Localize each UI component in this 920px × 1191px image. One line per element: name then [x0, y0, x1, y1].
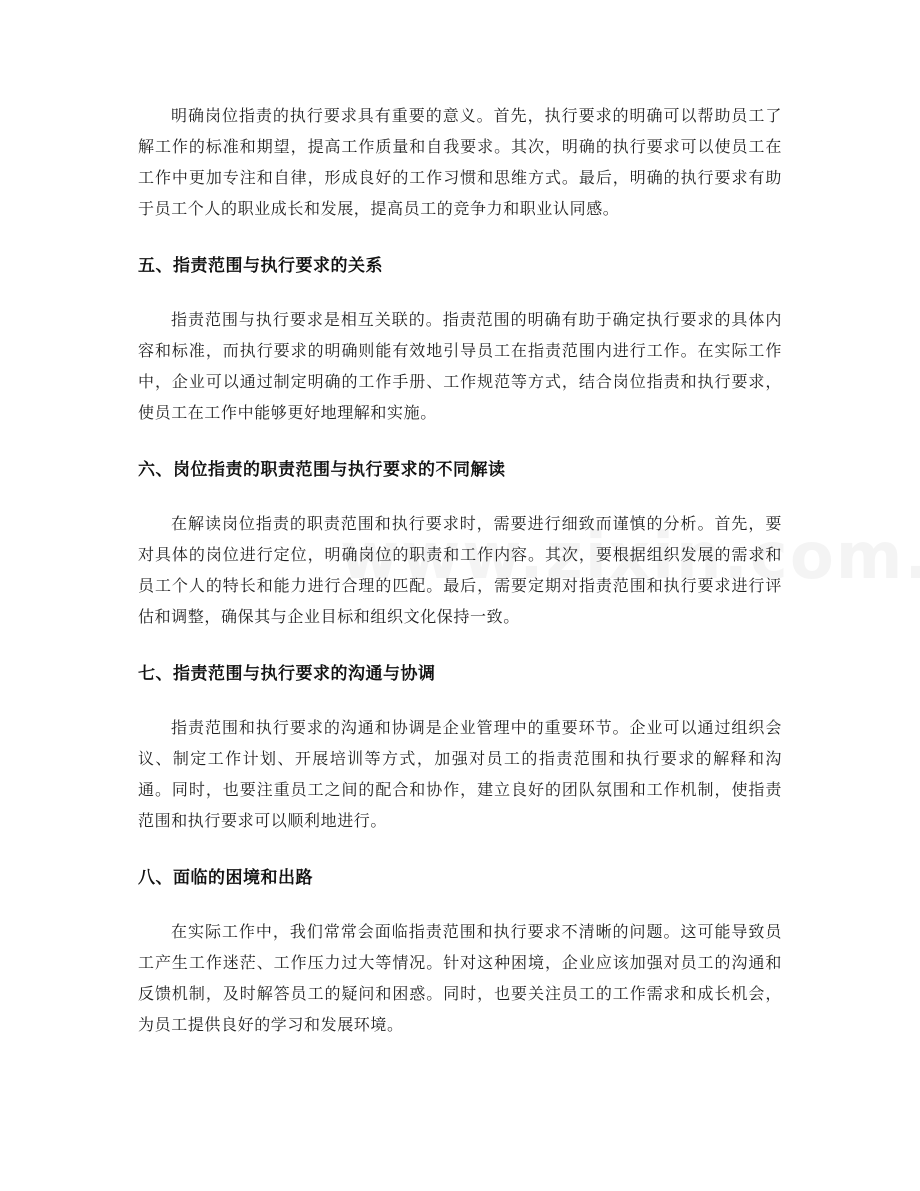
- section-heading: 八、面临的困境和出路: [138, 868, 313, 888]
- section-paragraph: 在解读岗位指责的职责范围和执行要求时，需要进行细致而谨慎的分析。首先，要对具体的岗位进行定位，明确岗位的职责和工作内容。其次，要根据组织发展的需求和员工个人的特长和能力进行合理的匹配。最后，需要定期对指责范围和执行要求进行评估和调整，确保其与企业目标和组织文化保持一致。: [138, 514, 782, 626]
- document-body: [138, 100, 782, 1040]
- intro-paragraph: 明确岗位指责的执行要求具有重要的意义。首先，执行要求的明确可以帮助员工了解工作的标准和期望，提高工作质量和自我要求。其次，明确的执行要求可以使员工在工作中更加专注和自律，形成良好的工作习惯和思维方式。最后，明确的执行要求有助于员工个人的职业成长和发展，提高员工的竞争力和职业认同感。: [138, 106, 782, 218]
- section-paragraph: 指责范围与执行要求是相互关联的。指责范围的明确有助于确定执行要求的具体内容和标准，而执行要求的明确则能有效地引导员工在指责范围内进行工作。在实际工作中，企业可以通过制定明确的工作手册、工作规范等方式，结合岗位指责和执行要求，使员工在工作中能够更好地理解和实施。: [138, 310, 782, 422]
- section-heading: 六、岗位指责的职责范围与执行要求的不同解读: [138, 460, 506, 480]
- section-paragraph: 在实际工作中，我们常常会面临指责范围和执行要求不清晰的问题。这可能导致员工产生工作迷茫、工作压力过大等情况。针对这种困境，企业应该加强对员工的沟通和反馈机制，及时解答员工的疑问和困惑。同时，也要关注员工的工作需求和成长机会，为员工提供良好的学习和发展环境。: [138, 922, 782, 1034]
- section-paragraph: 指责范围和执行要求的沟通和协调是企业管理中的重要环节。企业可以通过组织会议、制定工作计划、开展培训等方式，加强对员工的指责范围和执行要求的解释和沟通。同时，也要注重员工之间的配合和协作，建立良好的团队氛围和工作机制，使指责范围和执行要求可以顺利地进行。: [138, 718, 782, 830]
- section-8: [138, 866, 782, 1040]
- section-7: [138, 662, 782, 836]
- section-5: [138, 254, 782, 428]
- section-heading: 七、指责范围与执行要求的沟通与协调: [138, 664, 436, 684]
- section-heading: 五、指责范围与执行要求的关系: [138, 256, 383, 276]
- section-6: [138, 458, 782, 632]
